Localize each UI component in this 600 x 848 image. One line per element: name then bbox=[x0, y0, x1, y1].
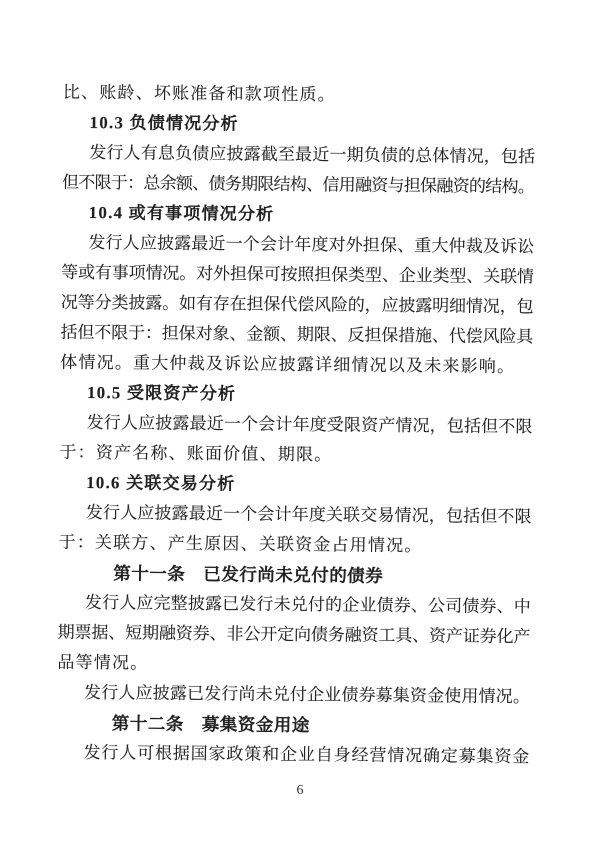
body-line: 于：关联方、产生原因、关联资金占用情况。 bbox=[58, 532, 423, 556]
body-line: 品等情况。 bbox=[57, 652, 149, 673]
body-line: 发行人应披露最近一个会计年度对外担保、重大仲裁及诉讼 bbox=[88, 232, 534, 257]
body-line: 于：资产名称、账面价值、期限。 bbox=[59, 442, 333, 465]
body-line: 况等分类披露。如有存在担保代偿风险的，应披露明细情况，包 bbox=[60, 292, 533, 317]
body-line: 发行人应披露已发行尚未兑付企业债券募集资金使用情况。 bbox=[84, 682, 530, 707]
body-line: 期票据、短期融资券、非公开定向债务融资工具、资产证券化产 bbox=[57, 622, 530, 647]
page-number: 6 bbox=[296, 783, 304, 798]
article-heading-11: 第十一条 已发行尚未兑付的债券 bbox=[113, 563, 384, 586]
body-line: 发行人有息负债应披露截至最近一期负债的总体情况，包括 bbox=[89, 142, 535, 167]
body-line: 比、账龄、坏账准备和款项性质。 bbox=[62, 82, 336, 105]
article-heading-12: 第十二条 募集资金用途 bbox=[111, 713, 310, 736]
body-line: 括但不限于：担保对象、金额、期限、反担保措施、代偿风险具 bbox=[60, 322, 533, 347]
section-heading-10-3: 10.3 负债情况分析 bbox=[89, 112, 239, 134]
body-line: 等或有事项情况。对外担保可按照担保类型、企业类型、关联情 bbox=[61, 262, 534, 287]
body-line: 发行人应披露最近一个会计年度受限资产情况，包括但不限 bbox=[86, 412, 532, 437]
body-line: 发行人可根据国家政策和企业自身经营情况确定募集资金 bbox=[83, 742, 529, 767]
section-heading-10-5: 10.5 受限资产分析 bbox=[86, 382, 237, 404]
body-line: 体情况。重大仲裁及诉讼应披露详细情况以及未来影响。 bbox=[60, 352, 516, 377]
section-heading-10-6: 10.6 关联交易分析 bbox=[86, 472, 236, 494]
body-line: 发行人应披露最近一个会计年度关联交易情况，包括但不限 bbox=[85, 502, 531, 527]
section-heading-10-4: 10.4 或有事项情况分析 bbox=[88, 202, 275, 224]
page-text-block bbox=[56, 78, 535, 772]
body-line: 但不限于：总余额、债务期限结构、信用融资与担保融资的结构。 bbox=[61, 172, 535, 197]
body-line: 发行人应完整披露已发行未兑付的企业债券、公司债券、中 bbox=[84, 592, 531, 617]
